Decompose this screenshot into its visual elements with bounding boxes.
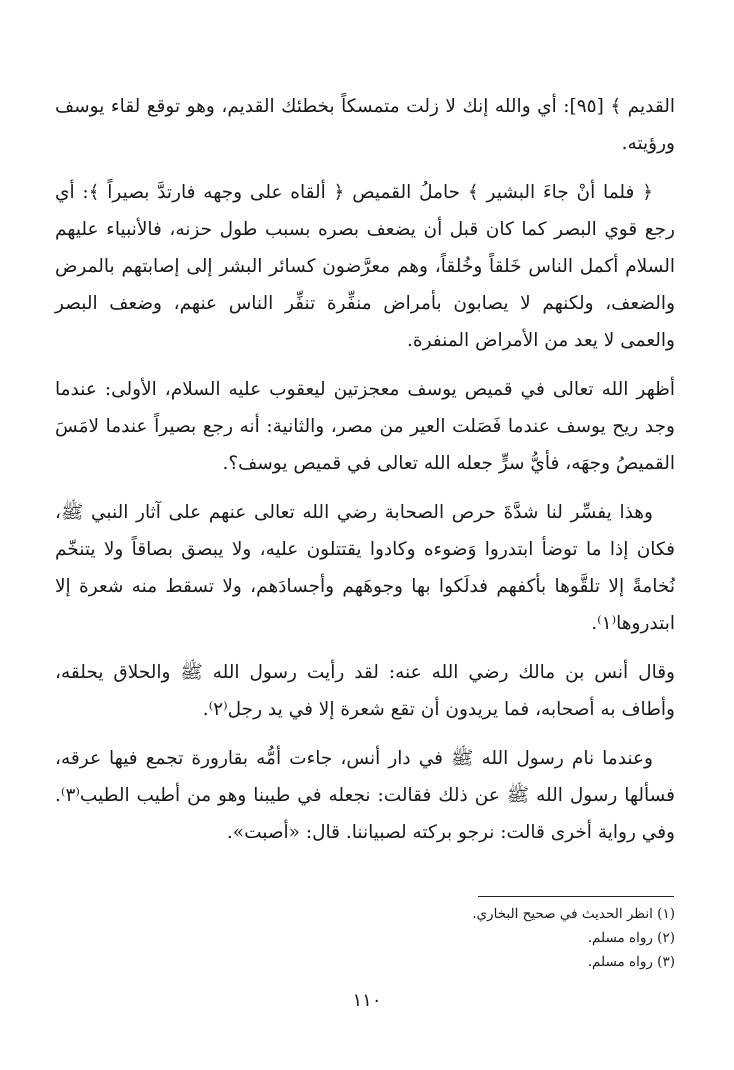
paragraph: ﴿ فلما أنْ جاءَ البشير ﴾ حاملُ القميص ﴿ ألقاه على وجهه فارتدَّ بصيراً ﴾: أي رجع قوي البصر كما كان قبل أن يضعف بصره بسبب طول حزنه، فالأنبياء عليهم السلام أكمل الناس خَلقاً وخُلقاً، وهم معرَّضون كسائر البشر إلى إصابتهم بالمرض والضعف، ولكنهم لا يصابون بأمراض منفِّرة تنفِّر الناس عنهم، وضعف البصر والعمى لا يعد من الأمراض المنفرة.	[55, 182, 676, 351]
main-text	[55, 88, 675, 863]
footnote: (٢) رواه مسلم.	[587, 930, 675, 946]
paragraph: أظهر الله تعالى في قميص يوسف معجزتين ليعقوب عليه السلام، الأولى: عندما وجد ريح يوسف عندما فَصَلت العير من مصر، والثانية: أنه رجع بصيراً عندما لامَسَ القميصُ وجهَه، فأيُّ سرٍّ جعله الله تعالى في قميص يوسف؟.	[55, 379, 675, 474]
page-number: ١١٠	[352, 990, 382, 1011]
paragraph: وهذا يفسِّر لنا شدَّةَ حرص الصحابة رضي الله تعالى عنهم على آثار النبي ﷺ، فكان إذا ما توضأ ابتدروا وَضوءه وكادوا يقتتلون عليه، ولا يبصق بصاقاً ولا يتنخّم نُخامةً إلا تلقَّوها بأكفهم فدلَكوا بها وجوهَهم وأجسادَهم، ولا تسقط منه شعرة إلا ابتدروها⁽١⁾.	[55, 502, 675, 634]
footnote: (٣) رواه مسلم.	[587, 954, 675, 970]
footnote: (١) انظر الحديث في صحيح البخاري.	[472, 906, 675, 922]
footnote-divider	[478, 896, 674, 897]
paragraph: وقال أنس بن مالك رضي الله عنه: لقد رأيت رسول الله ﷺ والحلاق يحلقه، وأطاف به أصحابه، فما يريدون أن تقع شعرة إلا في يد رجل⁽٢⁾.	[55, 662, 675, 720]
paragraph: وعندما نام رسول الله ﷺ في دار أنس، جاءت أمُّه بقارورة تجمع فيها عرقه، فسألها رسول الله ﷺ عن ذلك فقالت: نجعله في طيبنا وهو من أطيب الطيب⁽٣⁾. وفي رواية أخرى قالت: نرجو بركته لصبياننا. قال: «أصبت».	[55, 748, 675, 843]
paragraph: القديم ﴾ [٩٥]: أي والله إنك لا زلت متمسكاً بخطئك القديم، وهو توقع لقاء يوسف ورؤيته.	[55, 96, 675, 154]
footnotes	[55, 902, 675, 974]
